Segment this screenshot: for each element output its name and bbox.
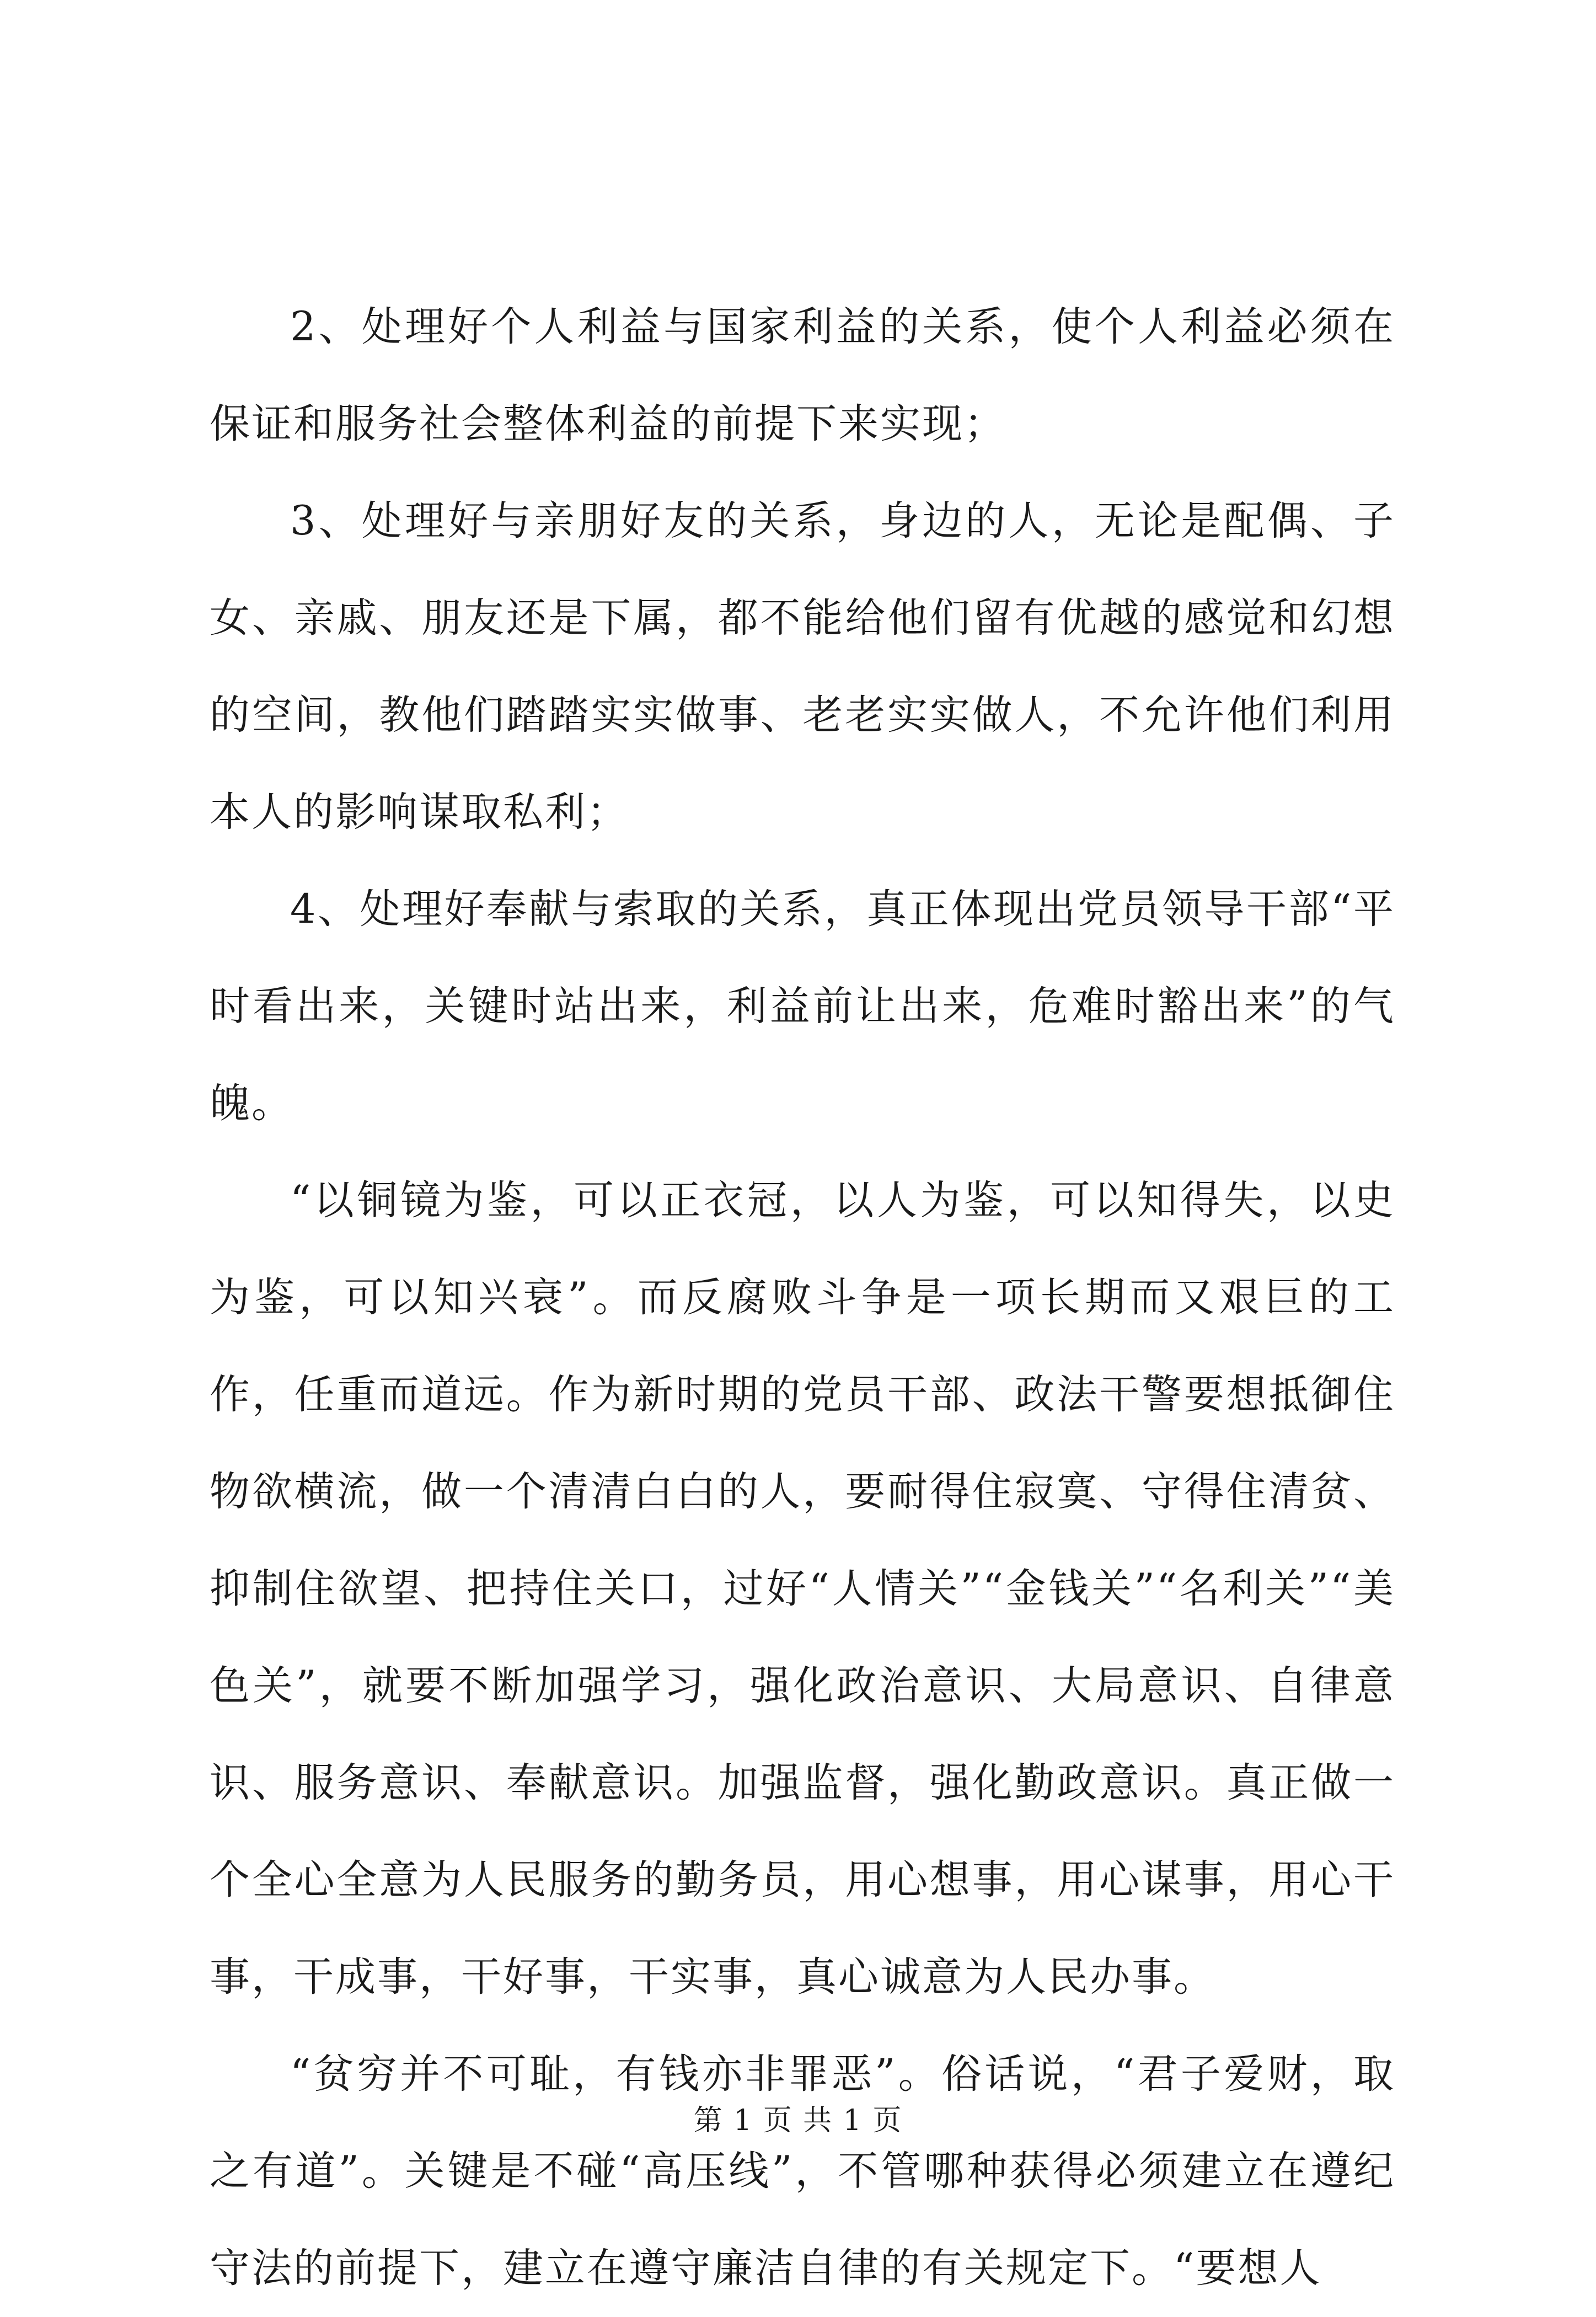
page-footer: 第 1 页 共 1 页 bbox=[693, 2104, 903, 2137]
paragraph-poverty-quote: “贫穷并不可耻，有钱亦非罪恶”。俗话说，“君子爱财，取之有道”。关键是不碰“高压线”，不管哪种获得必须建立在遵纪守法的前提下，建立在遵守廉洁自律的有关规定下。“要想人 bbox=[210, 2051, 1395, 2292]
paragraph-item-4: 4、处理好奉献与索取的关系，真正体现出党员领导干部“平时看出来，关键时站出来，利益前让出来，危难时豁出来”的气魄。 bbox=[210, 886, 1395, 1127]
paragraph-item-2: 2、处理好个人利益与国家利益的关系，使个人利益必须在保证和服务社会整体利益的前提下来实现； bbox=[210, 303, 1395, 447]
document-body bbox=[210, 279, 1395, 2317]
paragraph-mirror-quote: “以铜镜为鉴，可以正衣冠，以人为鉴，可以知得失，以史为鉴，可以知兴衰”。而反腐败斗争是一项长期而又艰巨的工作，任重而道远。作为新时期的党员干部、政法干警要想抵御住物欲横流，做一个清清白白的人，要耐得住寂寞、守得住清贫、抑制住欲望、把持住关口，过好“人情关”“金钱关”“名利关”“美色关”，就要不断加强学习，强化政治意识、大局意识、自律意识、服务意识、奉献意识。加强监督，强化勤政意识。真正做一个全心全意为人民服务的勤务员，用心想事，用心谋事，用心干事，干成事，干好事，干实事，真心诚意为人民办事。 bbox=[210, 1177, 1395, 2000]
paragraph-item-3: 3、处理好与亲朋好友的关系，身边的人，无论是配偶、子女、亲戚、朋友还是下属，都不能给他们留有优越的感觉和幻想的空间，教他们踏踏实实做事、老老实实做人，不允许他们利用本人的影响谋取私利； bbox=[210, 497, 1395, 836]
